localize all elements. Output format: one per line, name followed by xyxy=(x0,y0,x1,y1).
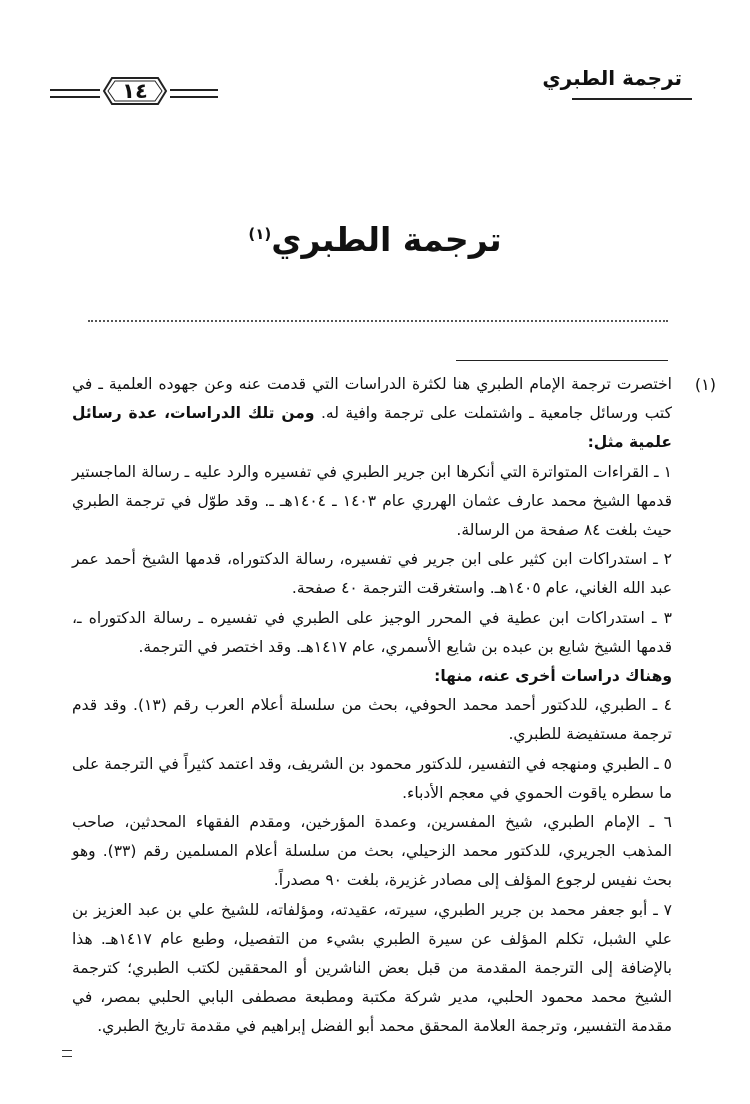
dotted-separator xyxy=(88,320,668,322)
footnote-intro xyxy=(72,370,672,458)
footnote-intro-bold: ومن تلك الدراسات، عدة رسائل علمية مثل: xyxy=(72,404,672,452)
footnote-reference: (١) xyxy=(248,225,272,243)
page-number-frame xyxy=(102,76,168,106)
page-header xyxy=(50,66,692,114)
footnote-item-6: ٦ ـ الإمام الطبري، شيخ المفسرين، وعمدة المؤرخين، ومقدم الفقهاء المحدثين، صاحب المذهب الجريري، للدكتور محمد الزحيلي، بحث من سلسلة أعلام المسلمين رقم (٣٣). وهو بحث نفيس لرجوع المؤلف إلى مصادر غزيرة، بلغت ٩٠ مصدراً. xyxy=(72,813,672,890)
page-number-ornament xyxy=(50,76,220,112)
footnote-item-5: ٥ ـ الطبري ومنهجه في التفسير، للدكتور محمود بن الشريف، وقد اعتمد كثيراً في الترجمة على ما سطره ياقوت الحموي في معجم الأدباء. xyxy=(72,754,672,802)
chapter-title-text: ترجمة الطبري xyxy=(271,220,502,259)
footnote-item-1: ١ ـ القراءات المتواترة التي أنكرها ابن جرير الطبري في تفسيره والرد عليه ـ رسالة الماجستير قدمها الشيخ محمد عارف عثمان الهرري عام ١٤٠٣ ـ ١٤٠٤هـ ـ. وقد طوّل في ترجمة الطبري حيث بلغت ٨٤ صفحة من الرسالة. xyxy=(72,462,672,540)
footnote-marker: (١) xyxy=(694,375,716,394)
running-title: ترجمة الطبري xyxy=(542,66,682,90)
footnote-block xyxy=(72,370,716,1042)
ornament-lines-right xyxy=(170,89,218,98)
page-number: ١٤ xyxy=(122,79,148,103)
footnote-item-7: ٧ ـ أبو جعفر محمد بن جرير الطبري، سيرته، عقيدته، ومؤلفاته، للشيخ علي بن عبد العزيز بن علي الشبل، تكلم المؤلف عن سيرة الطبري بشيء من التفصيل، وطبع عام ١٤١٧هـ. هذا بالإضافة إلى الترجمة المقدمة من قبل بعض الناشرين أو المحققين لكتب الطبري؛ كترجمة الشيخ محمد محمود الحلبي، مدير شركة مكتبة ومطبعة مصطفى البابي الحلبي بمصر، في مقدمة التفسير، وترجمة العلامة المحقق محمد أبو الفضل إبراهيم في مقدمة تاريخ الطبري. xyxy=(72,900,672,1036)
ornament-lines-left xyxy=(50,89,100,98)
footnote-item-3: ٣ ـ استدراكات ابن عطية في المحرر الوجيز على الطبري في تفسيره ـ رسالة الدكتوراه ـ، قدمها الشيخ شايع بن عبده بن شايع الأسمري، عام ١٤١٧هـ. وقد اختصر في الترجمة. xyxy=(72,608,672,656)
footnote-item-2: ٢ ـ استدراكات ابن كثير على ابن جرير في تفسيره، رسالة الدكتوراه، قدمها الشيخ أحمد عمر عبد الله الغاني، عام ١٤٠٥هـ. واستغرقت الترجمة ٤٠ صفحة. xyxy=(72,550,672,598)
chapter-title xyxy=(0,220,750,259)
header-rule xyxy=(572,98,692,100)
footnote-item-4: ٤ ـ الطبري، للدكتور أحمد محمد الحوفي، بحث من سلسلة أعلام العرب رقم (١٣). وقد قدم ترجمة مستفيضة للطبري. xyxy=(72,696,672,744)
footnote-others-heading: وهناك دراسات أخرى عنه، منها: xyxy=(434,667,672,686)
footnote-separator xyxy=(456,360,668,361)
footnote-intro-text: اختصرت ترجمة الإمام الطبري هنا لكثرة الدراسات التي قدمت عنه وعن جهوده العلمية ـ في كتب ورسائل جامعية ـ واشتملت على ترجمة وافية له. xyxy=(72,375,672,423)
margin-mark xyxy=(62,1050,72,1057)
